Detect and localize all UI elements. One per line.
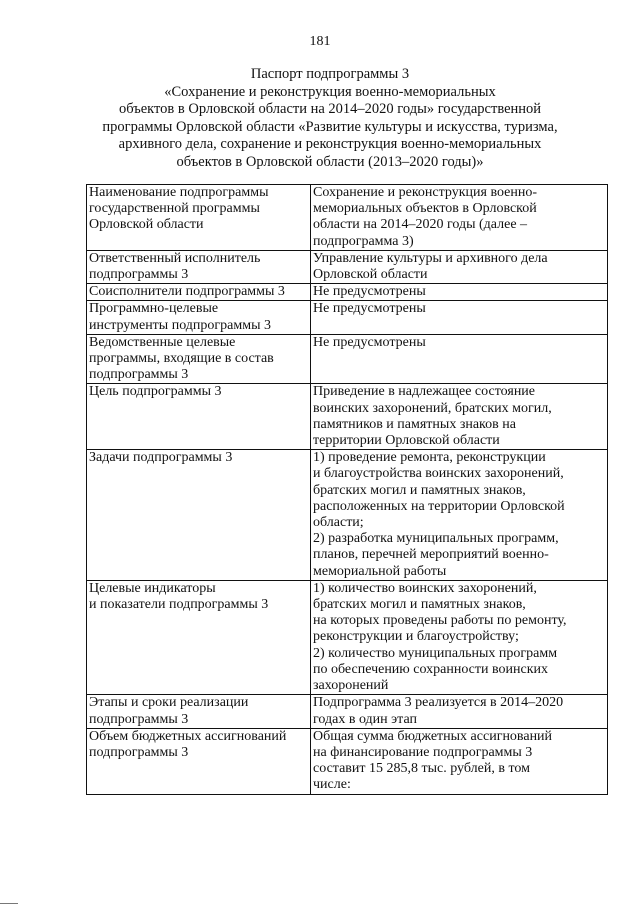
row-label-line: подпрограммы 3 <box>89 711 189 727</box>
title-line: архивного дела, сохранение и реконструкция военно-мемориальных <box>118 136 542 152</box>
row-label-line: Этапы и сроки реализации <box>89 695 249 711</box>
row-label-line: Орловской области <box>89 217 204 233</box>
row-value-line: Управление культуры и архивного дела <box>313 250 548 266</box>
row-label-line: и показатели подпрограммы 3 <box>89 597 269 613</box>
table-row <box>87 250 608 283</box>
row-value-line: мемориальных объектов в Орловской <box>313 201 537 217</box>
row-label-line: Программно-целевые <box>89 301 219 317</box>
row-value-line: Подпрограмма 3 реализуется в 2014–2020 <box>313 695 564 711</box>
row-value-line: планов, перечней мероприятий военно- <box>313 547 549 563</box>
row-value-line: памятников и памятных знаков на <box>313 416 516 432</box>
row-value-line: числе: <box>313 777 351 793</box>
row-value-line: подпрограмма 3) <box>313 233 414 249</box>
row-label-line: Целевые индикаторы <box>89 580 216 596</box>
row-value-line: Сохранение и реконструкция военно- <box>313 185 537 200</box>
row-label-line: государственной программы <box>89 201 260 217</box>
row-value-line: реконструкции и благоустройству; <box>313 629 519 645</box>
row-value <box>311 284 608 301</box>
row-value <box>311 250 608 283</box>
row-value-line: братских могил и памятных знаков, <box>313 482 526 498</box>
row-label-line: инструменты подпрограммы 3 <box>89 317 271 333</box>
row-value <box>311 728 608 794</box>
row-value-line: по обеспечению сохранности воинских <box>313 661 549 677</box>
row-value-line: 1) проведение ремонта, реконструкции <box>313 450 546 466</box>
row-label-line: Соисполнители подпрограммы 3 <box>89 284 285 300</box>
table-row <box>87 728 608 794</box>
row-label <box>87 250 311 283</box>
row-value-line: Не предусмотрены <box>313 301 426 317</box>
row-label-line: подпрограммы 3 <box>89 267 189 283</box>
row-value-line: мемориальной работы <box>313 563 447 579</box>
row-label <box>87 728 311 794</box>
title-line: программы Орловской области «Развитие культуры и искусства, туризма, <box>102 118 558 135</box>
passport-table <box>86 184 608 795</box>
title-line: Паспорт подпрограммы 3 <box>250 66 410 82</box>
footer-rule <box>0 903 18 904</box>
title-line: объектов в Орловской области на 2014–2020 годы» государственной <box>118 101 542 117</box>
row-value <box>311 580 608 694</box>
row-value-line: 2) количество муниципальных программ <box>313 645 558 661</box>
row-value-line: 2) разработка муниципальных программ, <box>313 531 559 547</box>
table-row <box>87 580 608 694</box>
row-label-line: Наименование подпрограммы <box>89 185 269 200</box>
table-row <box>87 185 608 251</box>
row-label-line: Задачи подпрограммы 3 <box>89 450 233 466</box>
row-label-line: Ответственный исполнитель <box>89 250 261 266</box>
row-label <box>87 580 311 694</box>
table-row <box>87 301 608 334</box>
document-title <box>70 66 590 171</box>
row-value-line: Орловской области <box>313 267 428 283</box>
row-label <box>87 334 311 384</box>
row-value-line: братских могил и памятных знаков, <box>313 597 526 613</box>
row-value-line: расположенных на территории Орловской <box>313 498 565 514</box>
table-row <box>87 384 608 450</box>
row-label <box>87 450 311 581</box>
row-value-line: территории Орловской области <box>313 433 500 449</box>
row-label-line: Объем бюджетных ассигнований <box>89 728 287 744</box>
row-value-line: Общая сумма бюджетных ассигнований <box>313 728 553 744</box>
row-value-line: 1) количество воинских захоронений, <box>313 580 537 596</box>
row-label-line: подпрограммы 3 <box>89 367 189 383</box>
row-value <box>311 450 608 581</box>
row-value <box>311 334 608 384</box>
row-value <box>311 185 608 251</box>
table-row <box>87 284 608 301</box>
table-row <box>87 450 608 581</box>
row-label <box>87 695 311 728</box>
row-value <box>311 695 608 728</box>
row-value-line: воинских захоронений, братских могил, <box>313 400 552 416</box>
row-label <box>87 301 311 334</box>
title-line: «Сохранение и реконструкция военно-мемориальных <box>164 83 496 100</box>
row-label-line: программы, входящие в состав <box>89 351 274 367</box>
row-value <box>311 384 608 450</box>
table-row <box>87 695 608 728</box>
row-label <box>87 384 311 450</box>
row-value-line: составит 15 285,8 тыс. рублей, в том <box>313 761 530 777</box>
row-value-line: Приведение в надлежащее состояние <box>313 384 536 400</box>
row-value-line: годах в один этап <box>313 711 417 727</box>
row-value-line: области; <box>313 515 364 531</box>
row-value-line: Не предусмотрены <box>313 334 426 350</box>
row-label <box>87 284 311 301</box>
row-label-line: Ведомственные целевые <box>89 334 236 350</box>
row-value-line: на которых проведены работы по ремонту, <box>313 613 567 629</box>
row-value-line: захоронений <box>313 678 389 694</box>
row-label <box>87 185 311 251</box>
row-label-line: Цель подпрограммы 3 <box>89 384 222 400</box>
row-value <box>311 301 608 334</box>
row-value-line: и благоустройства воинских захоронений, <box>313 466 564 482</box>
row-value-line: области на 2014–2020 годы (далее – <box>313 217 528 233</box>
row-value-line: Не предусмотрены <box>313 284 426 300</box>
title-line: объектов в Орловской области (2013–2020 годы)» <box>176 153 484 170</box>
row-value-line: на финансирование подпрограммы 3 <box>313 744 533 760</box>
page-number: 181 <box>309 34 331 49</box>
table-row <box>87 334 608 384</box>
row-label-line: подпрограммы 3 <box>89 744 189 760</box>
